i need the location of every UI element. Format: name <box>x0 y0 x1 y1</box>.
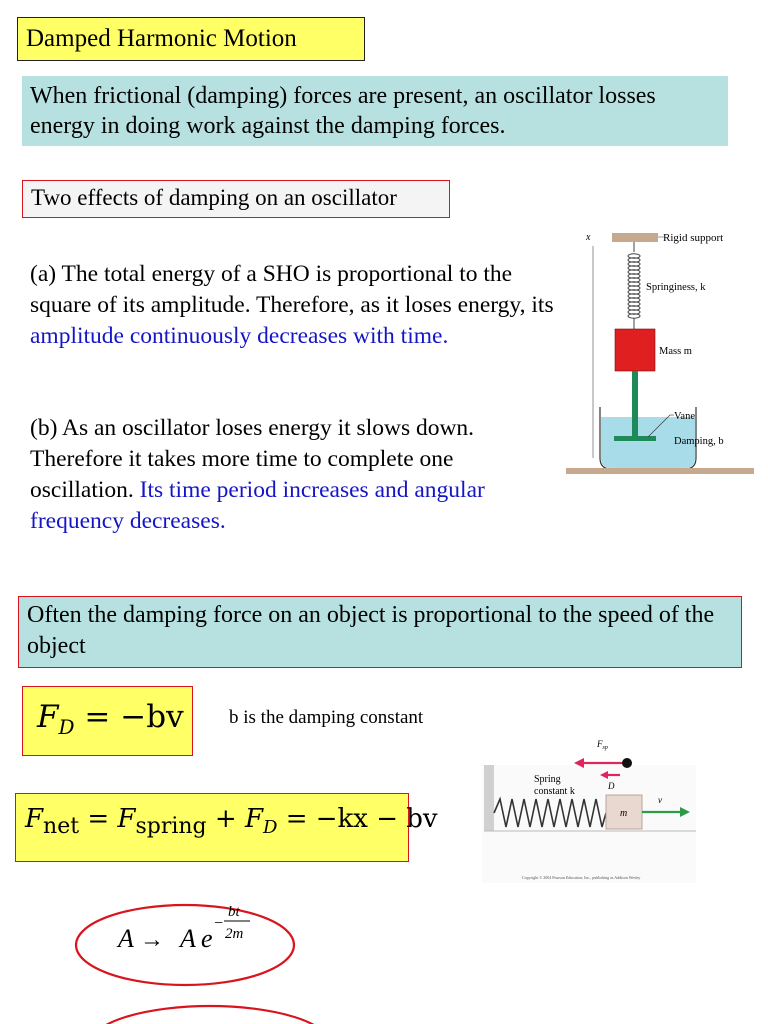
eq3-a2: A <box>180 924 196 953</box>
drag-force-label: D <box>608 781 615 791</box>
effect-b-paragraph <box>30 413 560 537</box>
velocity-label: v <box>658 795 662 805</box>
eq2-equals: = <box>87 804 110 834</box>
mass-block <box>615 329 655 371</box>
eq2-net: net <box>43 814 80 840</box>
eq1-lhs: F <box>37 699 59 735</box>
eq3-denominator: 2m <box>225 926 244 942</box>
damping-label: Damping, b <box>674 436 724 447</box>
effect-a-highlight: amplitude continuously decreases with time. <box>30 323 449 349</box>
effect-a-text: (a) The total energy of a SHO is proportional to the square of its amplitude. Therefore, as it loses energy, its <box>30 261 554 318</box>
damping-force-equation <box>22 686 193 756</box>
eq3-e: e <box>201 924 213 953</box>
damping-constant-note: b is the damping constant <box>229 707 424 728</box>
rod <box>632 371 638 438</box>
eq1-rhs: = −bv <box>84 699 184 735</box>
copyright-text: Copyright © 2004 Pearson Education, Inc., publishing as Addison Wesley <box>522 875 641 880</box>
effect-a-paragraph <box>30 259 575 352</box>
eq2-rest: = −kx − bv <box>285 804 438 834</box>
rigid-support-label: Rigid support <box>663 232 724 244</box>
amplitude-decay-ellipse <box>70 895 300 991</box>
eq2-f-spring: F <box>117 804 136 834</box>
mass-label: Mass m <box>659 346 692 357</box>
spring-block-figure <box>482 735 696 883</box>
springiness-label: Springiness, k <box>646 282 706 293</box>
eq2-plus: + <box>214 804 237 834</box>
vane <box>614 436 656 441</box>
floor <box>566 468 754 474</box>
eq3-a1: A <box>118 924 134 953</box>
axis-x-label: x <box>586 232 591 243</box>
eq2-f: F <box>25 804 44 834</box>
eq3-arrow: → <box>140 927 164 953</box>
effect-b-text: (b) As an oscillator loses energy it slows down. Therefore it takes more time to complete one oscillation. <box>30 415 475 503</box>
block-mass-label: m <box>620 808 628 819</box>
eq3-minus: − <box>214 915 224 932</box>
eq3-numerator: bt <box>228 904 240 920</box>
net-force-equation <box>15 793 438 862</box>
effects-heading: Two effects of damping on an oscillator <box>22 180 450 218</box>
spring-coil <box>628 242 640 329</box>
eq2-f-d: F <box>244 804 264 834</box>
vane-label: Vane <box>674 411 695 422</box>
wall <box>484 765 494 831</box>
spring-label-line1: Spring <box>534 774 561 785</box>
effect-b-highlight: Its time period increases and angular frequency decreases. <box>30 477 485 534</box>
slide-title: Damped Harmonic Motion <box>17 17 365 61</box>
eq1-lhs-sub: D <box>58 715 75 740</box>
eq2-spring: spring <box>135 814 207 840</box>
second-ellipse-partial <box>80 1000 340 1024</box>
eq2-d-sub: D <box>263 817 278 839</box>
rigid-support <box>612 233 658 242</box>
damping-statement: Often the damping force on an object is proportional to the speed of the object <box>18 596 742 668</box>
spring-label-line2: constant k <box>534 786 575 797</box>
damped-oscillator-figure <box>566 226 756 478</box>
intro-text: When frictional (damping) forces are present, an oscillator losses energy in doing work against the damping forces. <box>22 76 728 146</box>
spring-force-label: $F_{sp}$ <box>597 739 608 751</box>
